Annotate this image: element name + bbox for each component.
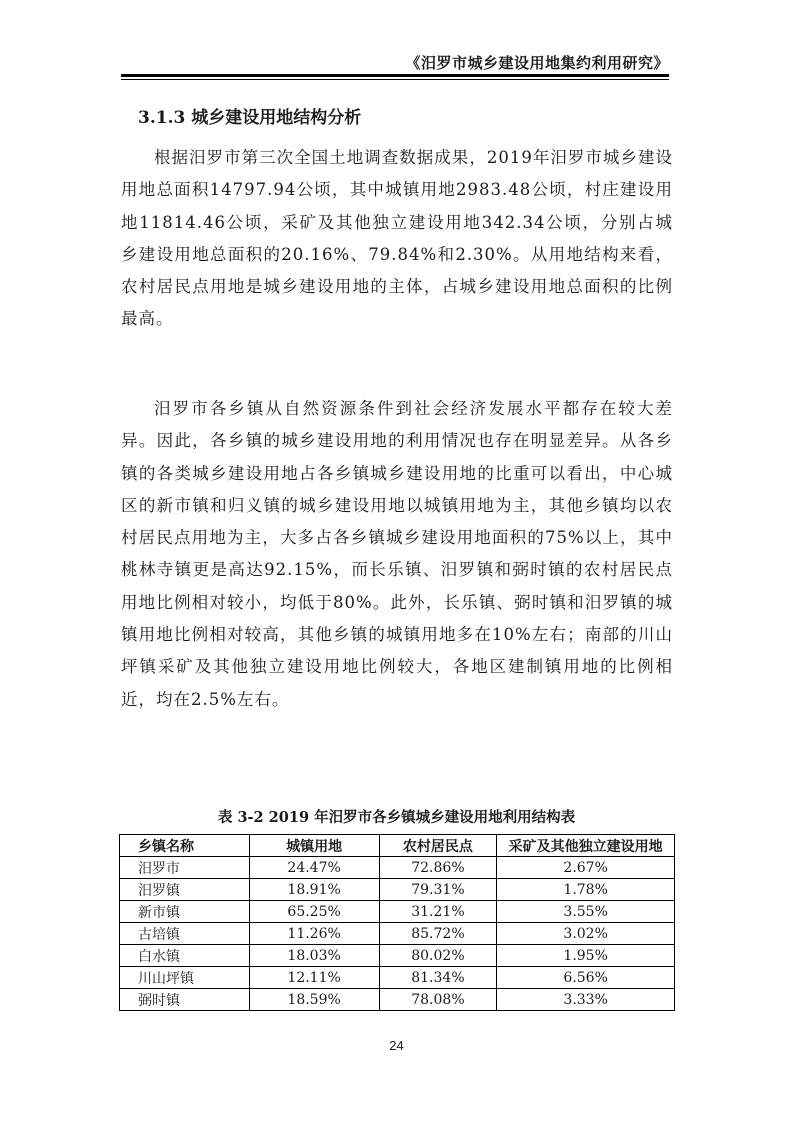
table-cell: 3.33% (497, 989, 675, 1011)
table-cell: 6.56% (497, 967, 675, 989)
table-cell: 2.67% (497, 857, 675, 879)
table-cell: 18.91% (249, 879, 379, 901)
table-cell: 汨罗市 (120, 857, 250, 879)
table-row (120, 989, 675, 1011)
table-cell: 78.08% (379, 989, 497, 1011)
table-cell: 白水镇 (120, 945, 250, 967)
table-row (120, 923, 675, 945)
table-cell: 11.26% (249, 923, 379, 945)
running-header-title: 《汨罗市城乡建设用地集约利用研究》 (405, 54, 669, 72)
land-use-structure-table (119, 834, 675, 1011)
table-cell: 18.59% (249, 989, 379, 1011)
table-cell: 79.31% (379, 879, 497, 901)
table-caption: 表 3-2 2019 年汨罗市各乡镇城乡建设用地利用结构表 (217, 809, 576, 826)
table-row (120, 967, 675, 989)
header-rule-thick (121, 74, 669, 77)
table-cell: 新市镇 (120, 901, 250, 923)
table-cell: 古培镇 (120, 923, 250, 945)
section-heading: 3.1.3 城乡建设用地结构分析 (138, 108, 362, 128)
table-cell: 1.95% (497, 945, 675, 967)
table-cell: 汨罗镇 (120, 879, 250, 901)
table-cell: 24.47% (249, 857, 379, 879)
table-cell: 川山坪镇 (120, 967, 250, 989)
table-header-cell: 乡镇名称 (120, 835, 250, 857)
table-cell: 31.21% (379, 901, 497, 923)
table-cell: 65.25% (249, 901, 379, 923)
body-paragraph-2: 汨罗市各乡镇从自然资源条件到社会经济发展水平都存在较大差异。因此，各乡镇的城乡建设用地的利用情况也存在明显差异。从各乡镇的各类城乡建设用地占各乡镇城乡建设用地的比重可以看出，中心城区的新市镇和归义镇的城乡建设用地以城镇用地为主，其他乡镇均以农村居民点用地为主，大多占各乡镇城乡建设用地面积的75%以上，其中桃林寺镇更是高达92.15%，而长乐镇、汨罗镇和弼时镇的农村居民点用地比例相对较小，均低于80%。此外，长乐镇、弼时镇和汨罗镇的城镇用地比例相对较高，其他乡镇的城镇用地多在10%左右；南部的川山坪镇采矿及其他独立建设用地比例较大，各地区建制镇用地的比例相近，均在2.5%左右。 (121, 399, 673, 709)
table-row (120, 901, 675, 923)
table-row (120, 945, 675, 967)
table-cell: 1.78% (497, 879, 675, 901)
table-header-cell: 采矿及其他独立建设用地 (497, 835, 675, 857)
table-cell: 72.86% (379, 857, 497, 879)
table-header-cell: 农村居民点 (379, 835, 497, 857)
header-rule-thin (121, 79, 669, 80)
table-row (120, 857, 675, 879)
table-row (120, 879, 675, 901)
table-cell: 弼时镇 (120, 989, 250, 1011)
table-cell: 80.02% (379, 945, 497, 967)
table-cell: 3.55% (497, 901, 675, 923)
table-cell: 12.11% (249, 967, 379, 989)
table-header-row (120, 835, 675, 857)
body-paragraph-1: 根据汨罗市第三次全国土地调查数据成果，2019年汨罗市城乡建设用地总面积14797.94公顷，其中城镇用地2983.48公顷，村庄建设用地11814.46公顷，采矿及其他独立建设用地342.34公顷，分别占城乡建设用地总面积的20.16%、79.84%和2.30%。从用地结构来看，农村居民点用地是城乡建设用地的主体，占城乡建设用地总面积的比例最高。 (121, 148, 673, 329)
table-header-cell: 城镇用地 (249, 835, 379, 857)
table-cell: 18.03% (249, 945, 379, 967)
table-cell: 81.34% (379, 967, 497, 989)
table-cell: 85.72% (379, 923, 497, 945)
table-cell: 3.02% (497, 923, 675, 945)
page-number: 24 (389, 1038, 404, 1053)
